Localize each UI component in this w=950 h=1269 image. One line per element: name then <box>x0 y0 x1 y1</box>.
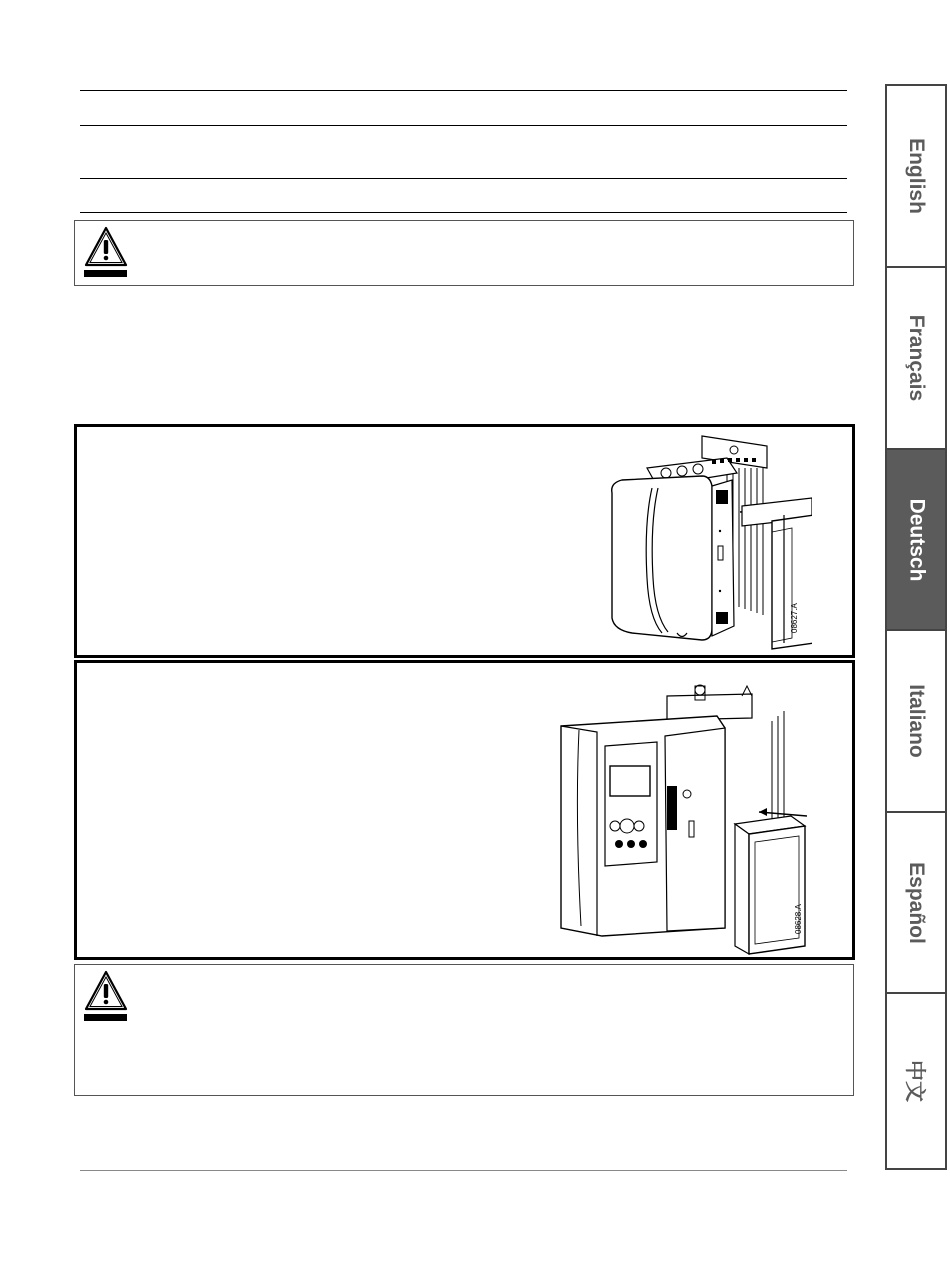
header-rule-1 <box>80 90 847 91</box>
language-tabs <box>885 84 947 1170</box>
tab-italiano[interactable] <box>887 631 945 813</box>
tab-deutsch[interactable] <box>887 450 945 631</box>
figure-box-2 <box>74 660 855 960</box>
tab-label-italiano: Italiano <box>905 684 929 758</box>
warning-box-2 <box>74 964 854 1096</box>
tab-label-chinese: 中文 <box>903 1060 926 1102</box>
figure-box-1 <box>74 424 855 658</box>
warning-triangle-icon <box>83 225 129 281</box>
warning-triangle-icon <box>83 969 129 1025</box>
starter-module-illustration-2 <box>547 666 807 956</box>
header-rule-2 <box>80 125 847 126</box>
tab-label-francais: Français <box>905 314 929 402</box>
tab-espanol[interactable] <box>887 813 945 994</box>
header-rule-4 <box>80 212 847 213</box>
tab-francais[interactable] <box>887 268 945 450</box>
figure-code-1: 08627.A <box>790 603 799 633</box>
footer-rule <box>80 1170 847 1171</box>
header-rule-3 <box>80 178 847 179</box>
starter-module-illustration-1 <box>552 428 812 654</box>
tab-label-espanol: Español <box>905 861 928 944</box>
figure-code-2: 08628.A <box>794 904 803 934</box>
tab-chinese[interactable] <box>887 994 945 1168</box>
tab-english[interactable] <box>887 86 945 268</box>
tab-label-english: English <box>905 138 928 214</box>
tab-label-deutsch: Deutsch <box>905 498 929 581</box>
warning-box-1 <box>74 220 854 286</box>
